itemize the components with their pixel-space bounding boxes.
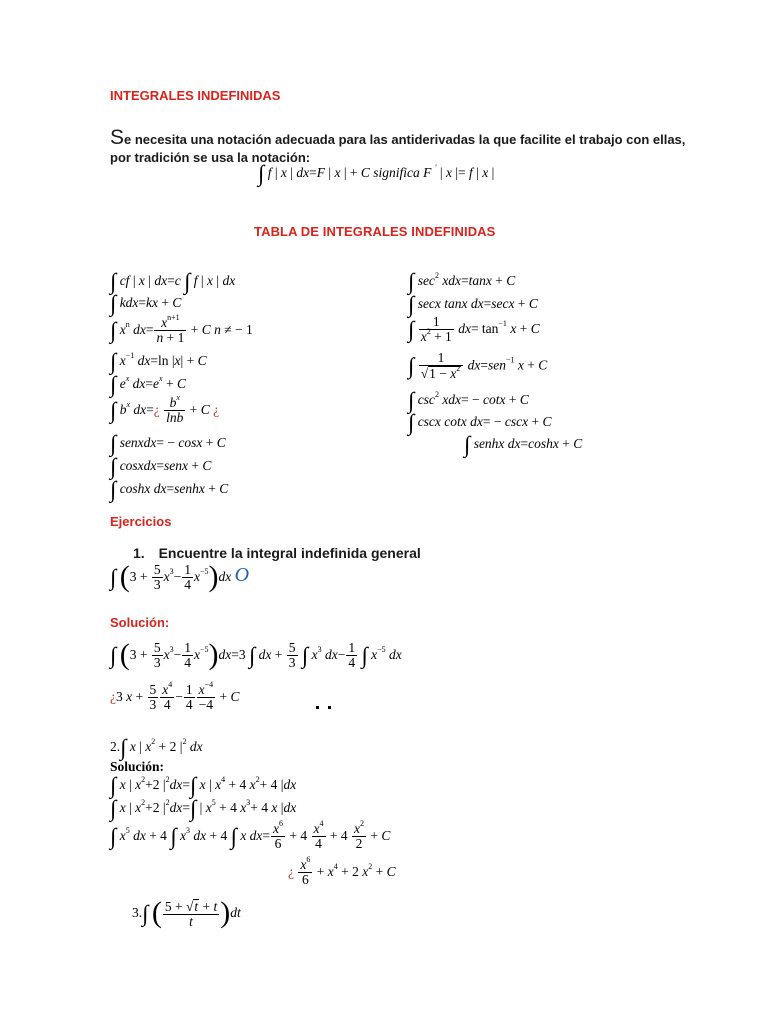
exercise-2-number: 2.: [110, 739, 121, 754]
handwritten-circle-mark: O: [234, 564, 250, 586]
formula-hyperbolic-cosine: ∫ coshx dx=senhx + C: [110, 477, 229, 502]
exercise-2-solution-step-2: ∫ x | $x^2+2$ $|^2dx=\int$ | $x^5 + 4$ $x^3+ 4$ x |dx: [110, 796, 297, 821]
stray-dot: [328, 706, 331, 709]
formula-reciprocal: ∫ $x^{-1}$ dx=ln |x| + C: [110, 349, 207, 374]
formula-sec-tan: ∫ secx tanx dx=secx + C: [408, 292, 538, 317]
exercise-1-integral: ∫ (3 + $\frac{5}{3}$ $x^3-$ $\frac{1}{4}$ $x^{-5})dx$ O: [110, 560, 250, 593]
formula-csc-cot: ∫ cscx cotx dx= − cscx + C: [408, 410, 552, 435]
exercise-3-integral: 3.∫ ( $\frac{5 + √t + t}{t}$ )dt: [132, 896, 241, 929]
formula-constant: ∫ kdx=kx + C: [110, 291, 182, 316]
exercise-1-text: Encuentre la integral indefinida general: [158, 545, 421, 561]
formula-constant-multiple: ∫ cf | x | dx=c ∫ f | x | dx: [110, 269, 236, 294]
formula-arctan: ∫ $\frac{1}{x^2 + 1}$ $dx= \tan^{-1} x + C$: [408, 314, 540, 345]
intro-first-letter: S: [110, 126, 125, 149]
exercise-2-solution-step-4: ¿ $\frac{x^6}{6}$ + $x^4 + 2$ $x^2 + C$: [288, 855, 396, 888]
exercise-1-prompt: [133, 545, 421, 561]
solution-label-1: Solución:: [110, 615, 170, 630]
formula-arcsin: ∫ $\frac{1}{√1 - x^2}$ dx=sen$^{-1}$ x + C: [408, 350, 548, 382]
stray-dot: [316, 706, 319, 709]
exercise-3-number: 3.: [132, 905, 143, 920]
exercise-1-solution-step-2: ¿3 x + $\frac{5}{3}$ $\frac{x^4}{4}$ − $\frac{1}{4}$ $\frac{x^{-4}}{-4}$ + C: [110, 680, 240, 713]
formula-sec-squared: ∫ $\sec^2 xdx=\tan x + C$: [408, 269, 516, 294]
table-title: TABLA DE INTEGRALES INDEFINIDAS: [254, 224, 496, 239]
exercise-2-solution-step-3: ∫ $x^5$ dx + 4 ∫ $x^3$ dx + 4 ∫ x dx= $\frac{x^6}{6}$ + 4 $\frac{x^4}{4}$ + 4 $\frac{x^2}{2}$ + C: [110, 819, 391, 852]
solution-label-2: Solución:: [110, 759, 165, 774]
formula-csc-squared: ∫ $\csc^2 xdx= - \cot x + C$: [408, 388, 529, 413]
formula-exponential: ∫ $e^x$ $dx=e^x + C$: [110, 372, 186, 397]
exercise-1-solution-step-1: ∫ (3 + $\frac{5}{3}$ $x^3-$ $\frac{1}{4}$ $x^{-5})dx=3$ ∫ dx + $\frac{5}{3}$ ∫ $x^3$ dx− $\frac{1}{4}$ ∫ $x^{-5}$ dx: [110, 638, 402, 671]
exercise-1-number: 1.: [133, 545, 145, 561]
formula-power-rule: ∫ $x^n$ dx= $\frac{x^{n+1}}{n + 1}$ + C n ≠ − 1: [110, 313, 253, 346]
formula-cosine: ∫ cosxdx=senx + C: [110, 454, 212, 479]
formula-hyperbolic-sine: ∫ senhx dx=coshx + C: [464, 432, 583, 457]
exercises-title: Ejercicios: [110, 514, 172, 529]
formula-general-exponential: ∫ $b^x$ dx=¿ $\frac{b^x}{\ln b}$ + C ¿: [110, 393, 220, 426]
formula-sine: ∫ senxdx= − cosx + C: [110, 431, 226, 456]
exercise-2-integral: 2.∫ x | $x^2 + 2$ $|^2$ dx: [110, 735, 203, 760]
section-title: INTEGRALES INDEFINIDAS: [110, 88, 281, 103]
notation-formula: ∫ f | x | dx=F | x | + C significa F ' | x |= f | x |: [258, 161, 495, 186]
intro-line-2: por tradición se usa la notación:: [110, 150, 311, 165]
intro-line-1-text: e necesita una notación adecuada para las antiderivadas la que facilite el trabajo con ellas,: [124, 132, 686, 147]
exercise-2-solution-step-1: ∫ x | $x^2+2$ $|^2dx=\int$ x | $x^4 + 4$ $x^2+ 4$ |dx: [110, 773, 297, 798]
intro-line-1: [110, 126, 685, 150]
